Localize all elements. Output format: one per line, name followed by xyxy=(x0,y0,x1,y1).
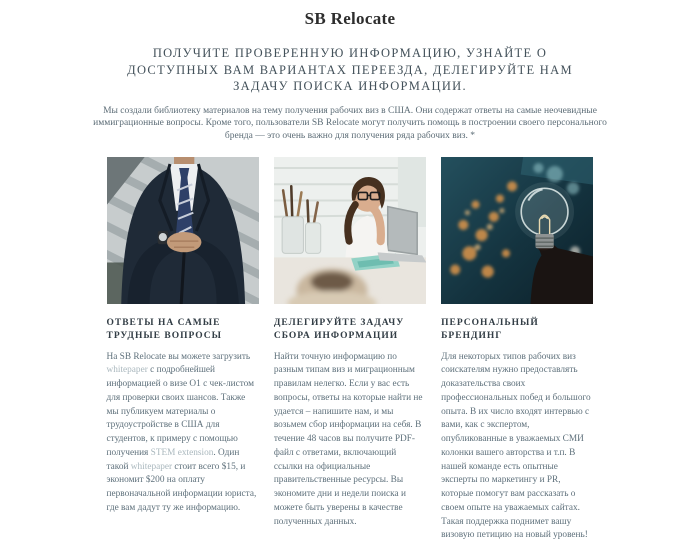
lightbulb-hand-illustration xyxy=(441,157,593,304)
body-text: с подробнейшей информацией о визе O1 с чек-листом для проверки своих шансов. Также мы публикуем материалы о трудоустройстве в США для студентов, к примеру с помощью получения xyxy=(106,365,255,458)
body-text: . Один такой xyxy=(106,447,240,472)
site-title: SB Relocate xyxy=(304,9,396,28)
column-delegate-research xyxy=(274,157,426,543)
body-text: стоит всего $15, и экономит $200 на оплату первоначальной информации юриста, где вам дадут ту же информацию. xyxy=(106,461,257,513)
column-body-branding: Для некоторых типов рабочих виз соискателям нужно предоставлять доказательства своих профессиональных побед и большого опыта. В их число входят интервью с вами, как с экспертом, опубликованные в уважаемых СМИ колонки вашего авторства и т.п. В нашей команде есть опытные эксперты по маркетингу и PR, которые помогут вам рассказать о своем опыте на уважаемых сайтах. Такая поддержка поднимет вашу визовую петицию на новый уровень! xyxy=(441,351,591,541)
woman-at-desk-illustration xyxy=(274,157,426,304)
intro-paragraph: Мы создали библиотеку материалов на тему получения рабочих виз в США. Они содержат ответы на самые неочевидные иммиграционные вопросы. Кроме того, пользователи SB Relocate могут получить помощь в построении своего персонального бренда — это очень важно для получения ряда рабочих виз. * xyxy=(93,105,607,141)
whitepaper-link-2[interactable]: whitepaper xyxy=(130,461,173,472)
column-heading-branding: ПЕРСОНАЛЬНЫЙ БРЕНДИНГ xyxy=(441,318,539,342)
column-body-delegate: Найти точную информацию по разным типам виз и миграционным правилам нелегко. Если у вас есть вопросы, ответы на которые найти не удается – напишите нам, и мы возьмем сбор информации на себя. В течение 48 часов вы получите PDF-файл с ответами, включающий ссылки на официальные правительственные ресурсы. Вы экономите дни и недели поиска и можете быть уверены в качестве полученных данных. xyxy=(273,351,423,527)
column-heading-hard-questions: ОТВЕТЫ НА САМЫЕ ТРУДНЫЕ ВОПРОСЫ xyxy=(106,318,222,342)
column-body-hard-questions xyxy=(107,351,259,516)
stem-extension-link[interactable]: STEM extension xyxy=(150,447,214,458)
body-text: На SB Relocate вы можете загрузить xyxy=(106,351,251,362)
lightbulb-hand-photo xyxy=(441,157,593,304)
column-personal-branding xyxy=(441,157,593,543)
whitepaper-link-1[interactable]: whitepaper xyxy=(106,365,148,376)
hero-heading: ПОЛУЧИТЕ ПРОВЕРЕННУЮ ИНФОРМАЦИЮ, УЗНАЙТЕ О ДОСТУПНЫХ ВАМ ВАРИАНТАХ ПЕРЕЕЗДА, ДЕЛЕГИРУЙТЕ НАМ ЗАДАЧУ ПОИСКА ИНФОРМАЦИИ. xyxy=(127,46,573,93)
feature-columns xyxy=(107,157,594,543)
column-hard-questions xyxy=(107,157,259,543)
column-heading-delegate: ДЕЛЕГИРУЙТЕ ЗАДАЧУ СБОРА ИНФОРМАЦИИ xyxy=(273,318,405,342)
woman-at-desk-photo xyxy=(274,157,426,304)
businessman-suit-photo xyxy=(107,157,259,304)
businessman-suit-illustration xyxy=(107,157,259,304)
